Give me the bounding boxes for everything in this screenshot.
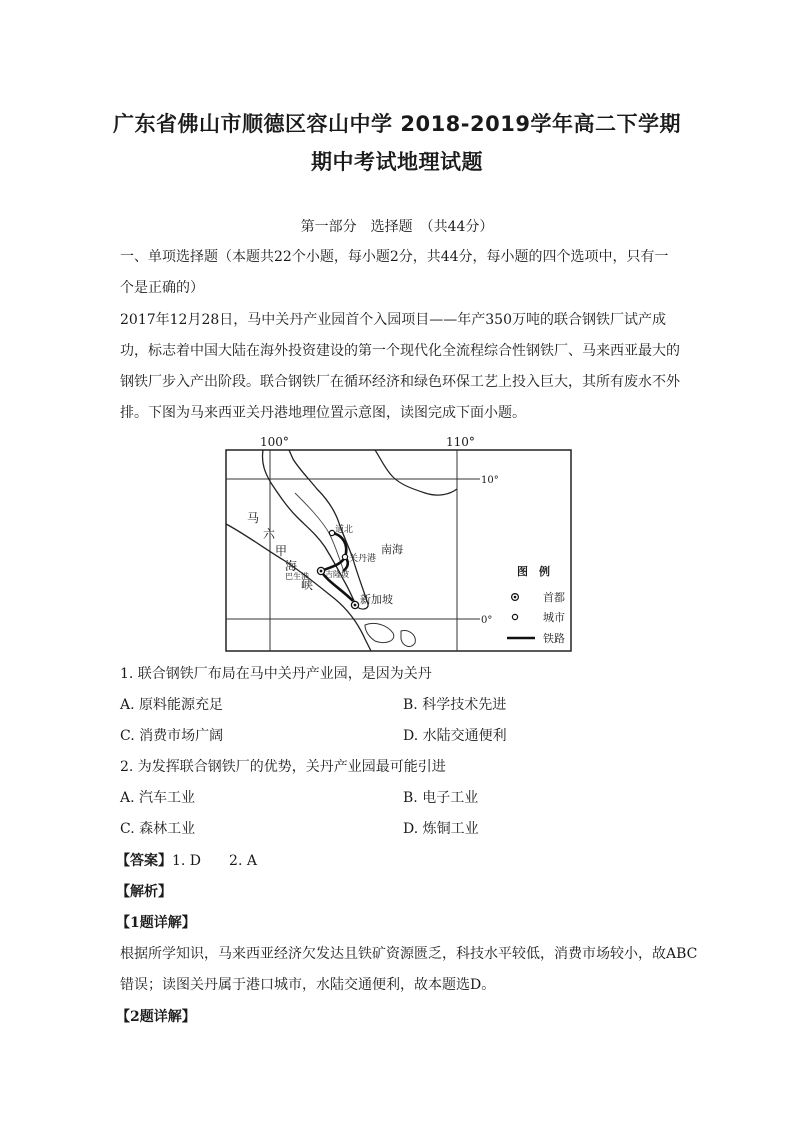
analysis-label: 【解析】	[116, 884, 172, 900]
answer-text: 1. D 2. A	[172, 853, 257, 869]
lon-label-100: 100°	[260, 435, 289, 449]
legend-capital-label: 首都	[543, 591, 565, 604]
question-1-option-a: A. 原料能源充足	[120, 697, 224, 713]
passage-line-3: 钢铁厂步入产出阶段。联合钢铁厂在循环经济和绿色环保工艺上投入巨大，其所有废水不外	[120, 374, 680, 390]
question-2-option-c: C. 森林工业	[120, 821, 196, 837]
question-2-option-d: D. 炼铜工业	[403, 821, 479, 837]
question-1-option-d: D. 水陆交通便利	[403, 728, 507, 744]
question-1-option-b: B. 科学技术先进	[403, 697, 507, 713]
label-singapore: 新加坡	[360, 593, 393, 606]
label-south-china-sea: 南海	[381, 543, 403, 556]
lat-label-0: 0°	[481, 615, 493, 626]
passage-line-1: 2017年12月28日，马中关丹产业园首个入园项目——年产350万吨的联合钢铁厂试产成	[120, 312, 666, 328]
legend-title: 图 例	[517, 565, 550, 578]
legend-railway-label: 铁路	[543, 632, 565, 645]
city-marker-kota-bharu	[329, 530, 334, 535]
malaysia-kuantan-location-map	[225, 449, 572, 652]
question-1-option-c: C. 消费市场广阔	[120, 728, 224, 744]
lon-label-110: 110°	[446, 435, 475, 449]
label-kota-bharu: 道北	[335, 525, 354, 535]
passage-line-4: 排。下图为马来西亚关丹港地理位置示意图，读图完成下面小题。	[120, 405, 526, 421]
question-2-option-a: A. 汽车工业	[120, 790, 196, 806]
strait-char-3: 甲	[275, 544, 288, 558]
answer-row	[116, 851, 257, 871]
question-2-option-b: B. 电子工业	[403, 790, 479, 806]
capital-marker-dot	[320, 570, 323, 573]
label-kuala-lumpur: 吉隆坡	[325, 570, 349, 579]
detail-1-label: 【1题详解】	[116, 915, 196, 931]
answer-label: 【答案】	[116, 853, 172, 869]
capital-marker-singapore-dot	[354, 604, 357, 607]
strait-char-4: 海	[285, 559, 298, 573]
strait-char-1: 马	[247, 511, 260, 525]
strait-char-2: 六	[263, 527, 276, 541]
question-2-stem: 2. 为发挥联合钢铁厂的优势，关丹产业园最可能引进	[120, 759, 446, 775]
detail-1-text-line-2: 错误；读图关丹属于港口城市，水陆交通便利，故本题选D。	[120, 977, 496, 993]
page-title-line-1: 广东省佛山市顺德区容山中学 2018-2019学年高二下学期	[113, 112, 681, 136]
label-kuantan: 关丹港	[349, 554, 377, 564]
label-klang: 巴生港	[285, 572, 309, 581]
instructions-line-2: 个是正确的）	[120, 280, 204, 296]
detail-1-text-line-1: 根据所学知识，马来西亚经济欠发达且铁矿资源匮乏，科技水平较低，消费市场较小，故ABC	[120, 946, 698, 962]
instructions-line-1: 一、单项选择题（本题共22个小题，每小题2分，共44分，每小题的四个选项中，只有一	[120, 249, 669, 265]
legend-city-symbol	[512, 614, 517, 619]
page-title-line-2: 期中考试地理试题	[311, 150, 483, 174]
city-marker-kuantan	[342, 554, 347, 559]
detail-2-label: 【2题详解】	[116, 1009, 196, 1025]
lat-label-10: 10°	[481, 475, 499, 486]
legend-city-label: 城市	[543, 611, 565, 624]
strait-char-5: 峡	[301, 578, 314, 592]
passage-line-2: 功，标志着中国大陆在海外投资建设的第一个现代化全流程综合性钢铁厂、马来西亚最大的	[120, 343, 680, 359]
question-1-stem: 1. 联合钢铁厂布局在马中关丹产业园，是因为关丹	[120, 666, 432, 682]
section-header: 第一部分 选择题 （共44分）	[300, 219, 494, 235]
